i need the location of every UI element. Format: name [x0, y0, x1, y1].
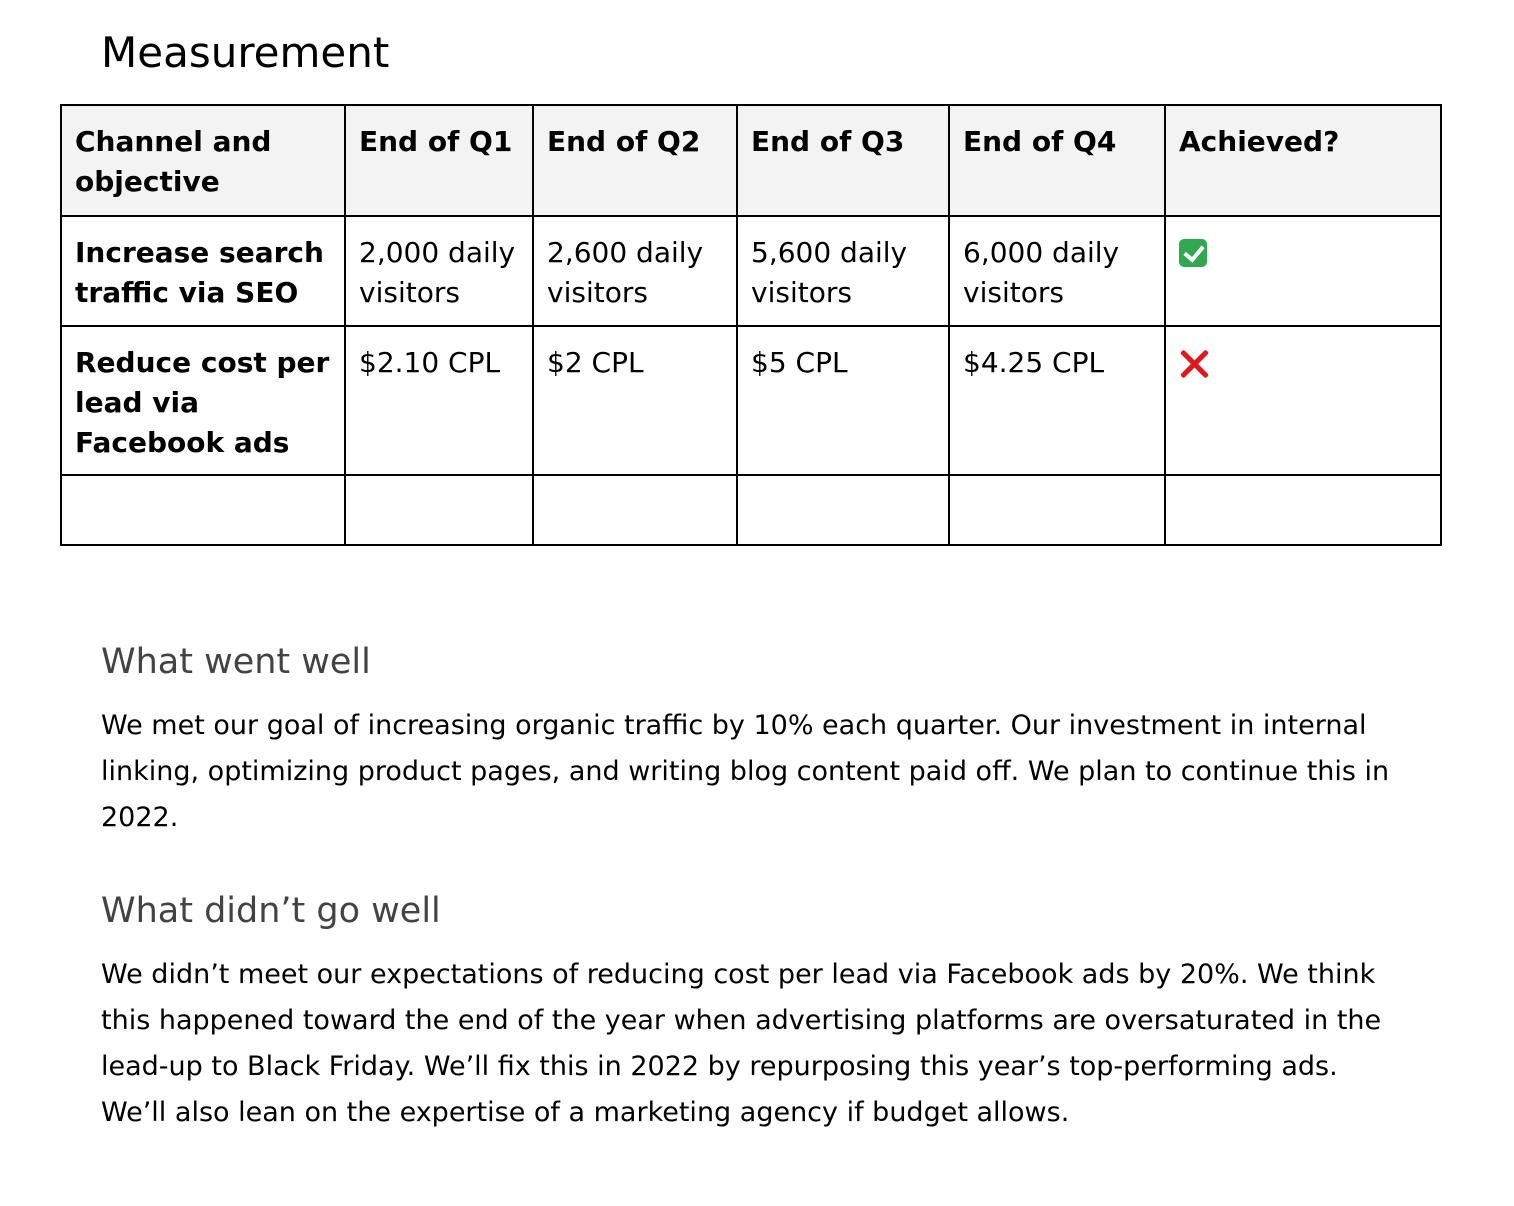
achieved-cell: [1165, 216, 1441, 326]
table-row: [61, 326, 1441, 475]
empty-cell[interactable]: [533, 475, 737, 545]
empty-cell[interactable]: [949, 475, 1165, 545]
header-achieved: Achieved?: [1165, 105, 1441, 216]
empty-cell[interactable]: [345, 475, 533, 545]
achieved-cell: [1165, 326, 1441, 475]
section-body-didnt-go-well: We didn’t meet our expectations of reducing cost per lead via Facebook ads by 20%. We think this happened toward the end of the year when advertising platforms are oversaturated in the lead-up to Black Friday. We’ll fix this in 2022 by repurposing this year’s top-performing ads. We’ll also lean on the expertise of a marketing agency if budget allows.: [101, 959, 1382, 1128]
header-end-q1: End of Q1: [345, 105, 533, 216]
header-end-q4: End of Q4: [949, 105, 1165, 216]
page-title: Measurement: [101, 28, 390, 77]
measurement-table: [60, 104, 1442, 546]
q2-cell: $2 CPL: [533, 326, 737, 475]
red-cross-icon: [1179, 349, 1209, 379]
q3-cell: 5,600 daily visitors: [737, 216, 949, 326]
section-body-went-well: We met our goal of increasing organic traffic by 10% each quarter. Our investment in internal linking, optimizing product pages, and writing blog content paid off. We plan to continue this in 2022.: [101, 710, 1390, 833]
q1-cell: 2,000 daily visitors: [345, 216, 533, 326]
empty-cell[interactable]: [1165, 475, 1441, 545]
objective-cell: Increase search traffic via SEO: [61, 216, 345, 326]
header-channel-objective: Channel and objective: [61, 105, 345, 216]
objective-cell: Reduce cost per lead via Facebook ads: [61, 326, 345, 475]
empty-cell[interactable]: [61, 475, 345, 545]
header-end-q3: End of Q3: [737, 105, 949, 216]
empty-cell[interactable]: [737, 475, 949, 545]
q4-cell: 6,000 daily visitors: [949, 216, 1165, 326]
q2-cell: 2,600 daily visitors: [533, 216, 737, 326]
table-row: [61, 216, 1441, 326]
section-heading-didnt-go-well: What didn’t go well: [101, 891, 441, 931]
q4-cell: $4.25 CPL: [949, 326, 1165, 475]
green-check-icon: [1179, 239, 1207, 267]
section-heading-went-well: What went well: [101, 642, 371, 682]
q3-cell: $5 CPL: [737, 326, 949, 475]
q1-cell: $2.10 CPL: [345, 326, 533, 475]
header-end-q2: End of Q2: [533, 105, 737, 216]
table-header-row: [61, 105, 1441, 216]
table-row-empty: [61, 475, 1441, 545]
